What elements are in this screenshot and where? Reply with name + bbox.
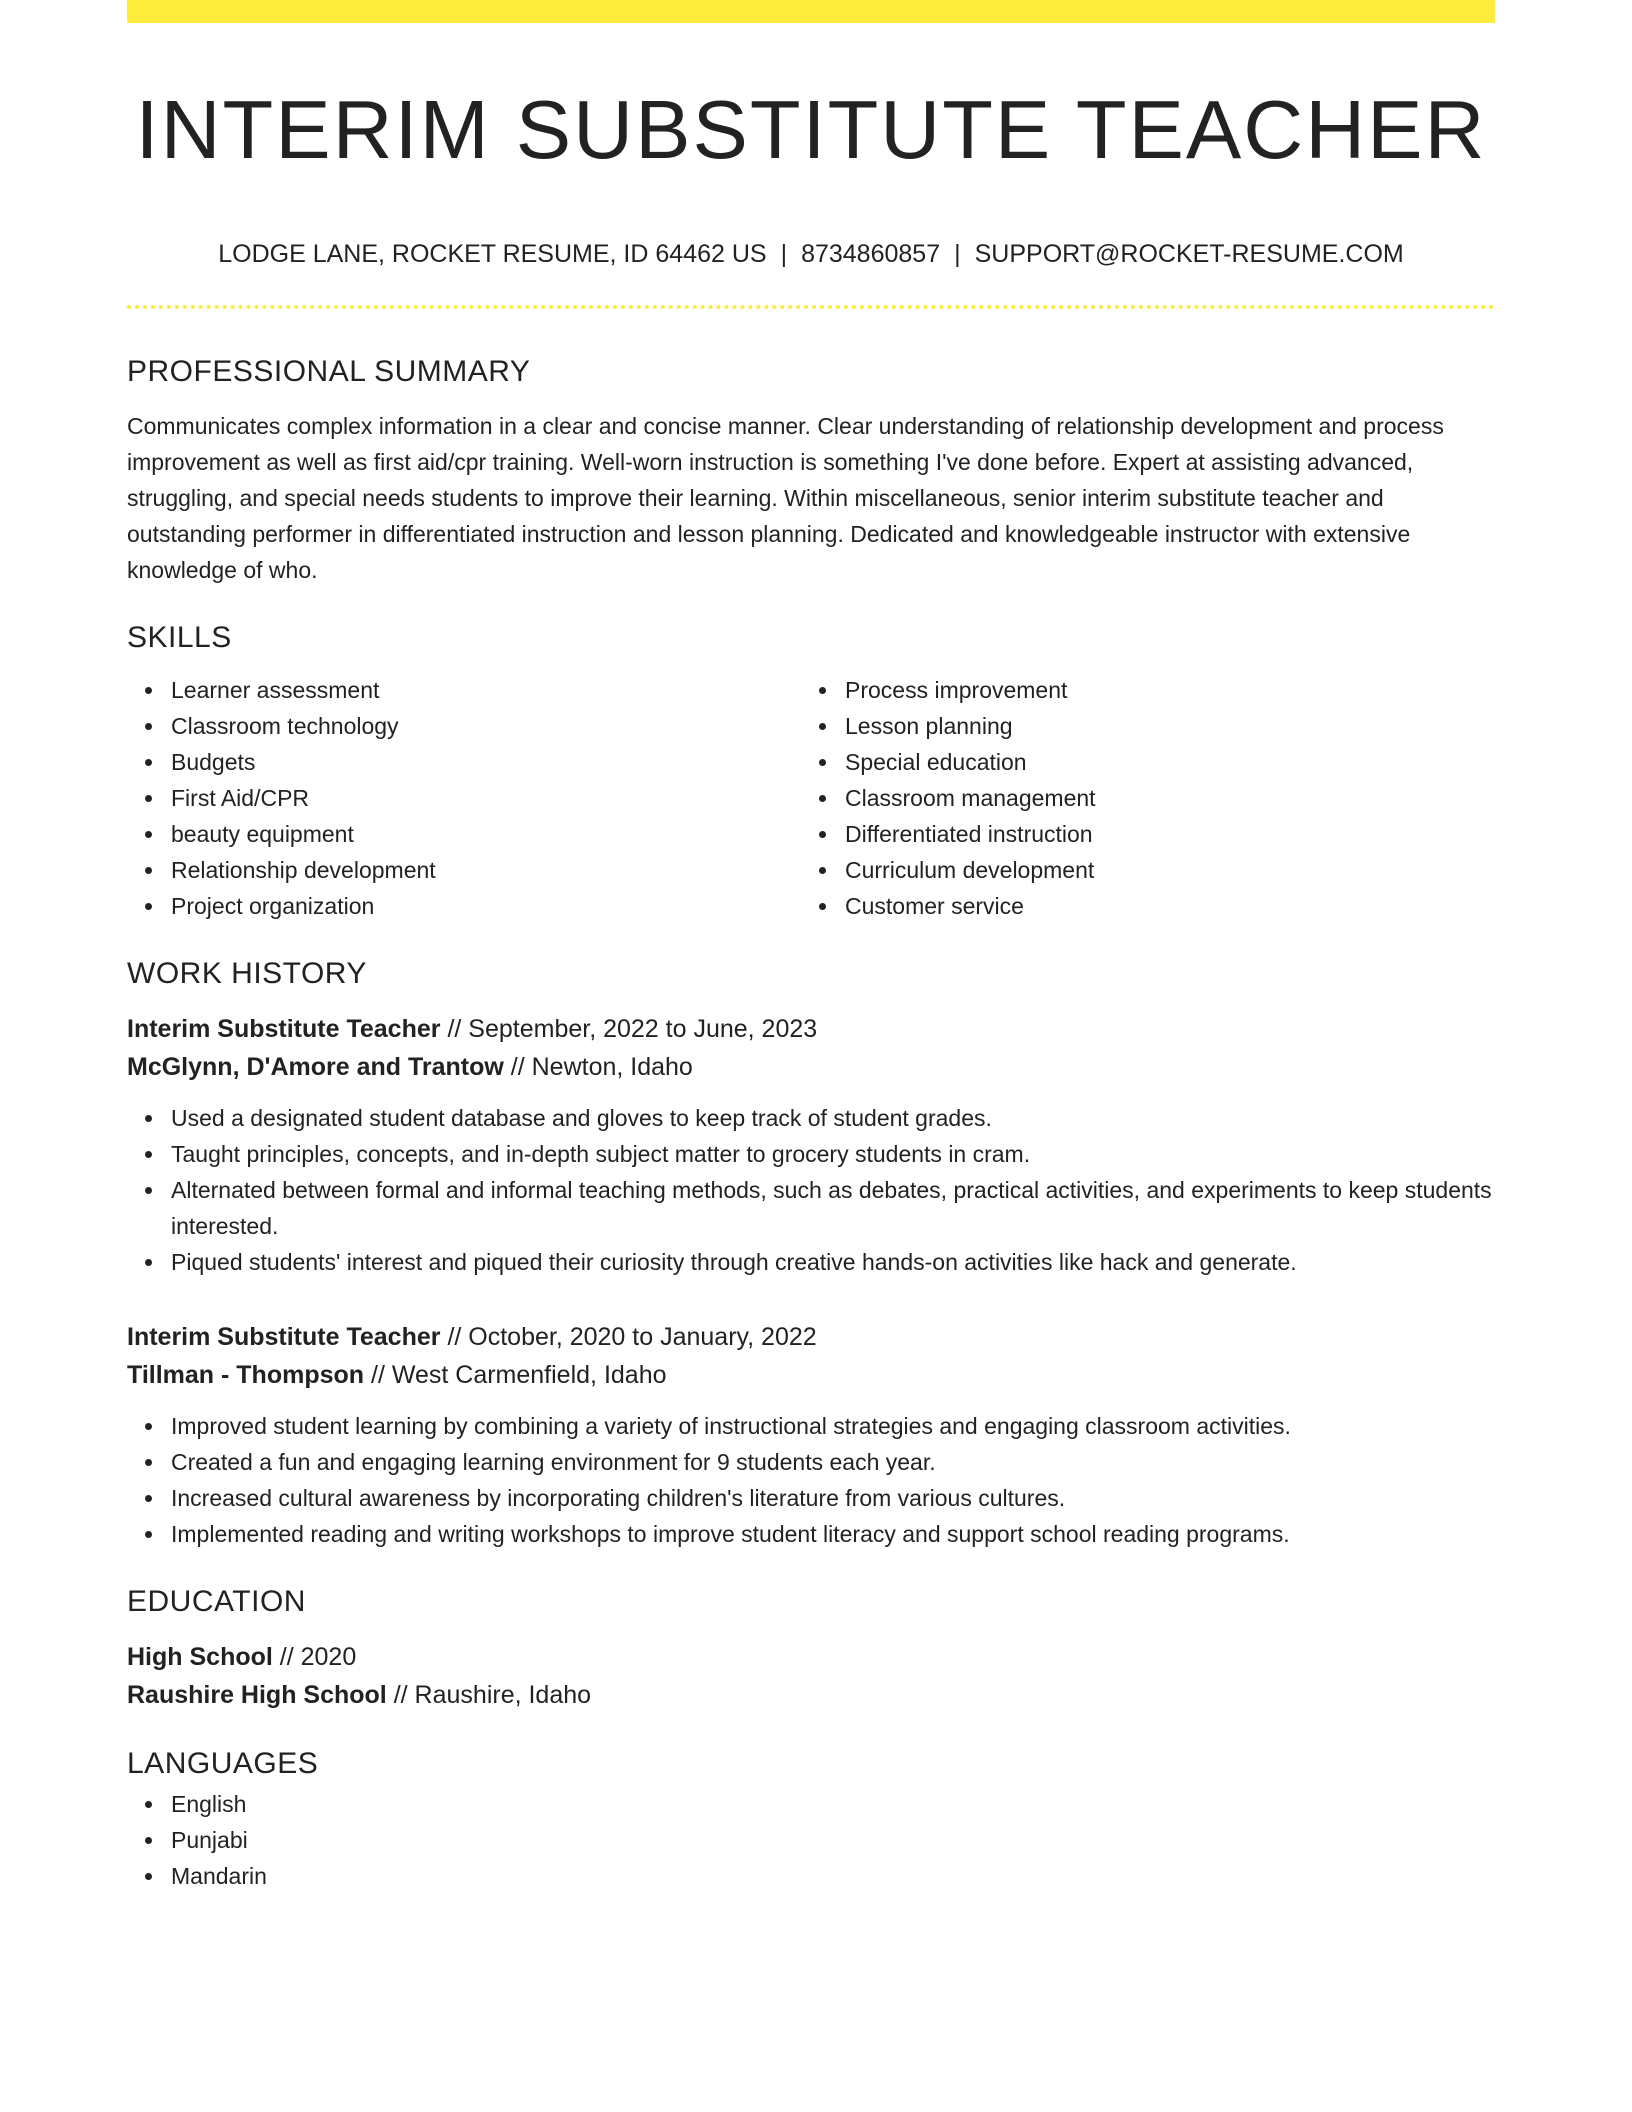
job-entry	[127, 1318, 1495, 1552]
skills-column-left	[127, 672, 801, 924]
skills-list-left	[127, 672, 801, 924]
skill-item: Project organization	[171, 888, 801, 924]
skills-grid	[127, 672, 1495, 924]
job-duty: Taught principles, concepts, and in-depth subject matter to grocery students in cram.	[171, 1136, 1495, 1172]
skills-list-right	[801, 672, 1475, 924]
job-duty: Piqued students' interest and piqued their curiosity through creative hands-on activities like hack and generate.	[171, 1244, 1495, 1280]
job-duty: Increased cultural awareness by incorporating children's literature from various cultures.	[171, 1480, 1495, 1516]
summary-section	[127, 350, 1495, 588]
work-history-heading: WORK HISTORY	[127, 957, 367, 990]
languages-section	[127, 1742, 1495, 1894]
skill-item: Budgets	[171, 744, 801, 780]
resume-body	[127, 350, 1495, 1894]
skill-item: Process improvement	[845, 672, 1475, 708]
skill-item: Relationship development	[171, 852, 801, 888]
language-item: Mandarin	[171, 1858, 1495, 1894]
job-duties-list	[127, 1100, 1495, 1280]
job-title-line	[127, 1010, 1495, 1048]
education-school-line	[127, 1676, 1495, 1714]
job-location: // Newton, Idaho	[503, 1053, 693, 1081]
job-company: McGlynn, D'Amore and Trantow	[127, 1053, 504, 1081]
job-location: // West Carmenfield, Idaho	[364, 1361, 667, 1389]
job-title-line	[127, 1318, 1495, 1356]
education-location: // Raushire, Idaho	[386, 1681, 592, 1709]
skill-item: Learner assessment	[171, 672, 801, 708]
contact-separator: |	[954, 240, 961, 268]
job-duty: Created a fun and engaging learning environment for 9 students each year.	[171, 1444, 1495, 1480]
skill-item: Classroom management	[845, 780, 1475, 816]
job-duty: Alternated between formal and informal teaching methods, such as debates, practical activities, and experiments to keep students interested.	[171, 1172, 1495, 1244]
job-duty: Used a designated student database and gloves to keep track of student grades.	[171, 1100, 1495, 1136]
header-divider	[127, 305, 1495, 309]
summary-heading: PROFESSIONAL SUMMARY	[127, 355, 531, 388]
education-degree-line	[127, 1638, 1495, 1676]
contact-separator: |	[780, 240, 788, 268]
job-duty: Improved student learning by combining a variety of instructional strategies and engaging classroom activities.	[171, 1408, 1495, 1444]
contact-phone: 8734860857	[801, 240, 941, 268]
skill-item: Classroom technology	[171, 708, 801, 744]
skill-item: Lesson planning	[845, 708, 1475, 744]
job-duty: Implemented reading and writing workshops to improve student literacy and support school reading programs.	[171, 1516, 1495, 1552]
resume-title: INTERIM SUBSTITUTE TEACHER	[135, 83, 1487, 176]
summary-text: Communicates complex information in a clear and concise manner. Clear understanding of relationship development and process improvement as well as first aid/cpr training. Well-worn instruction is something I've done before. Expert at assisting advanced, struggling, and special needs students to improve their learning. Within miscellaneous, senior interim substitute teacher and outstanding performer in differentiated instruction and lesson planning. Dedicated and knowledgeable instructor with extensive knowledge of who.	[127, 413, 1444, 583]
job-title: Interim Substitute Teacher	[127, 1015, 441, 1043]
skill-item: Curriculum development	[845, 852, 1475, 888]
contact-line	[127, 236, 1495, 272]
languages-list	[127, 1786, 1495, 1894]
skills-section	[127, 616, 1495, 924]
job-duties-list	[127, 1408, 1495, 1552]
contact-email: SUPPORT@ROCKET-RESUME.COM	[974, 240, 1404, 268]
education-heading: EDUCATION	[127, 1585, 306, 1618]
language-item: English	[171, 1786, 1495, 1822]
education-year: // 2020	[272, 1643, 357, 1671]
education-entry	[127, 1638, 1495, 1714]
accent-top-bar	[127, 0, 1495, 23]
contact-address: LODGE LANE, ROCKET RESUME, ID 64462 US	[218, 240, 767, 268]
job-company-line	[127, 1048, 1495, 1086]
job-dates: // September, 2022 to June, 2023	[440, 1015, 818, 1043]
skills-column-right	[801, 672, 1475, 924]
job-company-line	[127, 1356, 1495, 1394]
skill-item: Differentiated instruction	[845, 816, 1475, 852]
skill-item: First Aid/CPR	[171, 780, 801, 816]
work-history-section	[127, 952, 1495, 1552]
skill-item: Customer service	[845, 888, 1475, 924]
job-company: Tillman - Thompson	[127, 1361, 365, 1389]
education-degree: High School	[127, 1643, 273, 1671]
job-dates: // October, 2020 to January, 2022	[440, 1323, 817, 1351]
job-entry	[127, 1010, 1495, 1280]
skill-item: Special education	[845, 744, 1475, 780]
skills-heading: SKILLS	[127, 621, 232, 654]
job-title: Interim Substitute Teacher	[127, 1323, 441, 1351]
skill-item: beauty equipment	[171, 816, 801, 852]
education-section	[127, 1580, 1495, 1714]
languages-heading: LANGUAGES	[127, 1747, 319, 1780]
language-item: Punjabi	[171, 1822, 1495, 1858]
education-school: Raushire High School	[127, 1681, 387, 1709]
